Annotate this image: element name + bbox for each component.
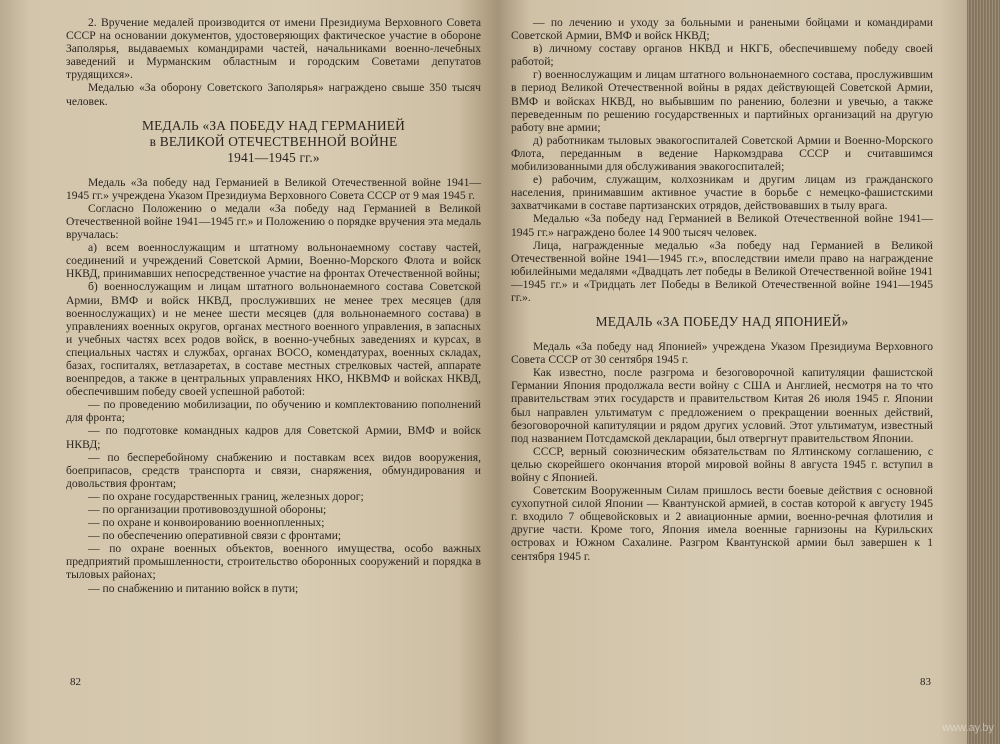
list-item: в) личному составу органов НКВД и НКГБ, обеспечившему победу своей работой; [511, 42, 933, 69]
list-item: — по подготовке командных кадров для Советской Армии, ВМФ и войск НКВД; [66, 424, 481, 451]
list-item: — по охране и конвоированию военнопленных; [88, 516, 325, 530]
paragraph: Как известно, после разгрома и безоговорочной капитуляции фашистской Германии Япония продолжала вести войну с США и Англией, несмотря на то что правительствам этих государств и правительством Китая 26 июля 1945 г. Японии был направлен ультиматум с предложением о прекращении военных действий, безоговорочной капитуляции и рядом других условий. Этот ультиматум, известный под названием Потсдамской декларации, был отвергнут правительством Японии. [511, 366, 933, 445]
page-number-right: 83 [920, 676, 931, 688]
paragraph: Согласно Положению о медали «За победу над Германией в Великой Отечественной войне 1941—1945 гг.» и Положению о порядке вручения эта медаль вручалась: [66, 201, 481, 242]
list-item: — по снабжению и питанию войск в пути; [88, 581, 299, 595]
paragraph: Медалью «За оборону Советского Заполярья» награждено свыше 350 тысяч человек. [66, 81, 481, 108]
paragraph: а) всем военнослужащим и штатному вольнонаемному составу частей, соединений и учреждений Советской Армии, Военно-Морского Флота и войск НКВД, принимавших непосредственное участие на фронтах Отечественной войны; [66, 241, 481, 281]
heading-line: МЕДАЛЬ «ЗА ПОБЕДУ НАД ГЕРМАНИЕЙ [142, 117, 405, 133]
paragraph: 2. Вручение медалей производится от имени Президиума Верховного Совета СССР на основании документов, удостоверяющих фактическое участие в обороне Заполярья, выдаваемых командирами частей, начальниками военно-лечебных заведений и Мурманским областным и городским Советами депутатов трудящихся». [66, 16, 481, 82]
list-item: г) военнослужащим и лицам штатного вольнонаемного состава, прослужившим в период Великой Отечественной войны в рядах действующей Советской Армии, ВМФ и войсках НКВД, но выбывшим по ранению, болезни и увечью, а также переведенным по решению государственных и партийных организаций на другую работу вне армии; [511, 68, 933, 134]
left-page [0, 0, 497, 744]
paragraph: б) военнослужащим и лицам штатного вольнонаемного состава Советской Армии, ВМФ и войск НКВД, прослуживших не менее трех месяцев (для военнослужащих) и не менее шести месяцев (для вольнонаемного состава) в управлениях военных округов, органах местного военного управления, в запасных и учебных частях всех родов войск, в военно-учебных заведениях и курсах, в специальных частях и службах, органах ВОСО, комендатурах, военных складах, базах, госпиталях, ветлазаретах, в составе местных стрелковых частей, аппарате военпредов, а также в центральных управлениях НКО, НКВМФ и войсках НКВД, обеспечившим победу своей успешной работой: [66, 280, 481, 399]
paragraph: Медалью «За победу над Германией в Великой Отечественной войне 1941—1945 гг.» награждено более 14 900 тысяч человек. [511, 212, 933, 239]
heading-line: 1941—1945 гг.» [227, 149, 320, 165]
paragraph: Медаль «За победу над Японией» учреждена Указом Президиума Верховного Совета СССР от 30 сентября 1945 г. [511, 340, 933, 367]
list-item: — по охране военных объектов, военного имущества, особо важных предприятий промышленности, строительство оборонных сооружений и порядка в тыловых районах; [66, 542, 481, 582]
section-heading-germany [66, 118, 481, 166]
page-edges [967, 0, 1000, 744]
paragraph: СССР, верный союзническим обязательствам по Ялтинскому соглашению, с целью скорейшего окончания второй мировой войны 8 августа 1945 г. вступил в войну с Японией. [511, 444, 933, 484]
list-item: — по проведению мобилизации, по обучению и комплектованию пополнений для фронта; [66, 398, 481, 425]
left-page-text [66, 16, 481, 595]
list-item: — по охране государственных границ, железных дорог; [88, 489, 364, 503]
list-item: е) рабочим, служащим, колхозникам и другим лицам из гражданского населения, принимавшим активное участие в борьбе с немецко-фашистскими захватчиками в составе партизанских отрядов, действовавших в тылу врага. [511, 173, 933, 213]
paragraph: Лица, награжденные медалью «За победу над Германией в Великой Отечественной войне 1941—1945 гг.», впоследствии имели право на награждение юбилейными медалями «Двадцать лет победы в Великой Отечественной войне 1941—1945 гг.» и «Тридцать лет Победы в Великой Отечественной войне 1941—1945 гг.». [511, 238, 933, 304]
paragraph: Советским Вооруженным Силам пришлось вести боевые действия с основной сухопутной силой Японии — Квантунской армией, в состав которой к августу 1945 г. входило 7 общевойсковых и 2 авиационные армии, военно-речная флотилия и другие части. Кроме того, Япония имела военные гарнизоны на Курильских островах и Южном Сахалине. Разгром Квантунской армии был завершен к 1 сентября 1945 г. [511, 484, 933, 563]
right-page [497, 0, 967, 744]
list-item: д) работникам тыловых эвакогоспиталей Советской Армии и Военно-Морского Флота, переданным в ведение Наркомздрава СССР и считавшимся мобилизованными для обслуживания эвакогоспиталей; [511, 133, 933, 174]
page-number-left: 82 [70, 676, 81, 688]
right-page-text [511, 16, 933, 563]
list-item: — по обеспечению оперативной связи с фронтами; [88, 529, 342, 543]
heading-line: МЕДАЛЬ «ЗА ПОБЕДУ НАД ЯПОНИЕЙ» [595, 314, 849, 330]
watermark: www.ay.by [942, 722, 994, 734]
list-item: — по лечению и уходу за больными и ранеными бойцами и командирами Советской Армии, ВМФ и войск НКВД; [511, 16, 933, 43]
list-item: — по организации противовоздушной обороны; [88, 503, 327, 516]
paragraph: Медаль «За победу над Германией в Великой Отечественной войне 1941—1945 гг.» учреждена Указом Президиума Верховного Совета СССР от 9 мая 1945 г. [66, 175, 481, 202]
section-heading-japan [511, 314, 933, 330]
list-item: — по бесперебойному снабжению и поставкам всех видов вооружения, боеприпасов, средств транспорта и связи, снаряжения, обмундирования и довольствия фронтам; [66, 450, 481, 490]
heading-line: в ВЕЛИКОЙ ОТЕЧЕСТВЕННОЙ ВОЙНЕ [149, 133, 398, 149]
